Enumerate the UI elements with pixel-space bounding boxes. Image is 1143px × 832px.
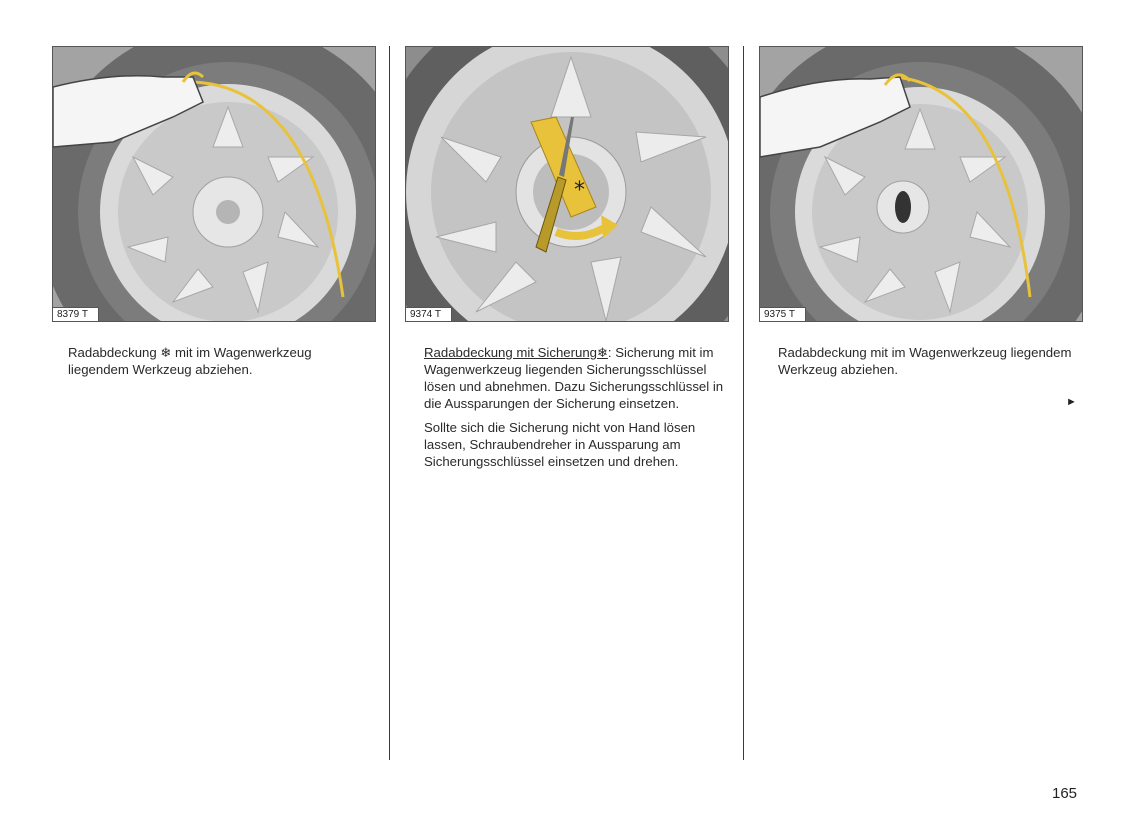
svg-text:*: * — [574, 178, 585, 203]
column-divider — [389, 46, 390, 760]
caption-col3-p1: Radabdeckung mit im Wagenwerkzeug liegendem Werkzeug abziehen. — [778, 345, 1072, 377]
snowflake-symbol-icon: ❄ — [160, 345, 172, 360]
figure-lock-removal — [405, 46, 729, 322]
section-heading — [424, 345, 608, 360]
lock-illustration — [406, 47, 728, 321]
figure-code: 9375 T — [760, 307, 806, 321]
caption-col2 — [424, 344, 726, 477]
section-heading-text: Radabdeckung mit Sicherung — [424, 345, 598, 360]
caption-col3 — [778, 344, 1078, 385]
figure-hubcap-removal-right — [759, 46, 1083, 322]
figure-code: 9374 T — [406, 307, 452, 321]
snowflake-symbol-icon: ❄ — [597, 345, 608, 360]
caption-col1 — [68, 344, 368, 385]
caption-col2-p2: Sollte sich die Sicherung nicht von Hand lösen lassen, Schraubendreher in Aussparung am Sicherungsschlüssel einsetzen und drehen. — [424, 420, 696, 469]
page-number: 165 — [1052, 785, 1078, 802]
figure-code: 8379 T — [53, 307, 99, 321]
hubcap-illustration — [53, 47, 375, 321]
caption-col1-start: Radabdeckung — [68, 345, 157, 360]
column-divider — [743, 46, 744, 760]
hubcap-illustration — [760, 47, 1082, 321]
caption-col1-rest: mit im Wagenwerkzeug liegendem Werkzeug abziehen. — [68, 345, 312, 377]
continue-arrow-icon: ► — [1066, 396, 1077, 408]
caption-col2-p1: : Sicherung mit im Wagenwerkzeug liegenden Sicherungsschlüssel lösen und abnehmen. Dazu Sicherungsschlüssel in die Aussparungen der Sicherung einsetzen. — [424, 345, 724, 411]
figure-hubcap-removal-left — [52, 46, 376, 322]
